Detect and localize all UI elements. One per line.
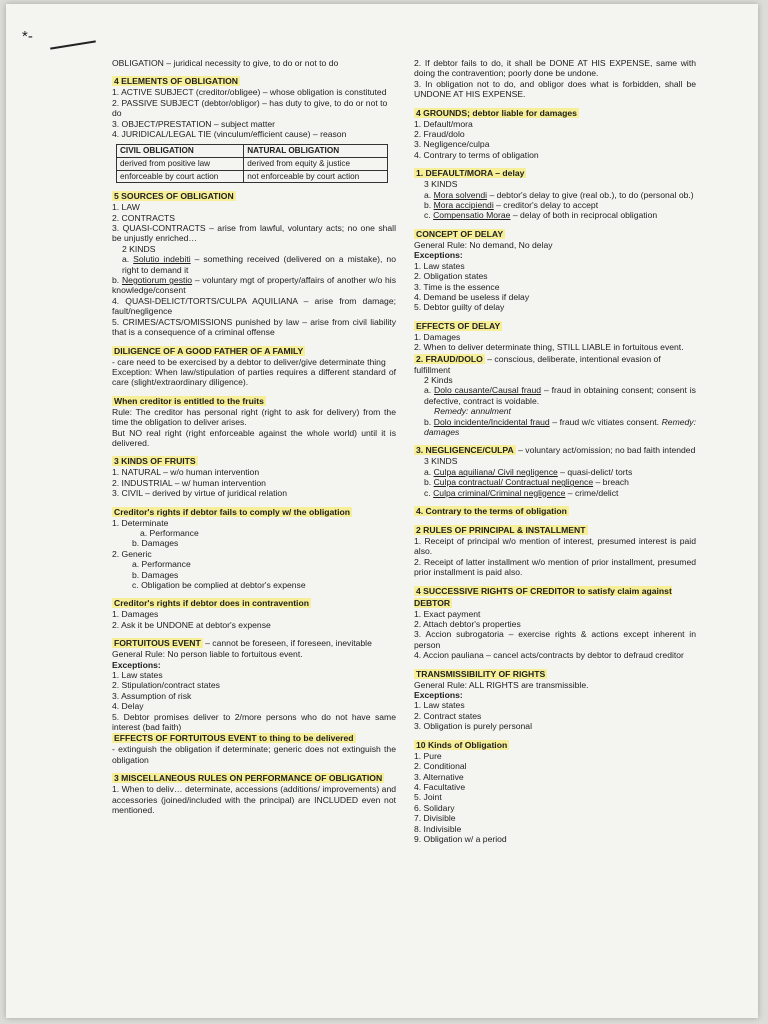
- item-text: – quasi-delict/ torts: [557, 466, 633, 477]
- civil-vs-natural-table: [116, 144, 388, 183]
- list-item: 2. When to deliver determinate thing, STILL LIABLE in fortuitous event.: [414, 342, 684, 353]
- table-header-row: [117, 145, 388, 158]
- item-text: – crime/delict: [565, 487, 619, 498]
- list-item: [414, 417, 696, 438]
- left-column: [112, 58, 396, 823]
- term: Culpa aquiliana/ Civil negligence: [433, 466, 558, 477]
- list-item: 9. Obligation w/ a period: [414, 833, 507, 844]
- list-item: 4. Facultative: [414, 781, 466, 792]
- default-section: [414, 167, 696, 221]
- section-heading: FORTUITOUS EVENT: [114, 638, 201, 649]
- list-item: 2 KINDS: [122, 243, 156, 254]
- list-item: 1. Law states: [112, 670, 163, 681]
- remedy-note: Remedy: annulment: [434, 406, 511, 417]
- list-item: 3. Time is the essence: [414, 281, 500, 292]
- section-heading: 3 KINDS OF FRUITS: [114, 456, 196, 467]
- list-item: 1. Damages: [112, 609, 159, 620]
- list-item: 5. CRIMES/ACTS/OMISSIONS punished by law – arise from civil liability that is a consequence of a criminal offense: [112, 316, 396, 338]
- section-heading: EFFECTS OF FORTUITOUS EVENT to thing to be delivered: [114, 733, 354, 744]
- list-item: 1. Pure: [414, 750, 442, 761]
- item-text: – creditor's delay to accept: [493, 200, 599, 211]
- list-item: 3. CIVIL – derived by virtue of juridical relation: [112, 488, 287, 499]
- section-heading: 4 GROUNDS; debtor liable for damages: [416, 107, 577, 118]
- list-item: 3. In obligation not to do, and obligor does what is forbidden, shall be UNDONE AT HIS EXPENSE.: [414, 78, 696, 100]
- item-prefix: a.: [424, 385, 435, 396]
- list-item: 4. Contrary to terms of obligation: [414, 149, 539, 160]
- transmissibility-section: [414, 668, 696, 732]
- list-item: 4. Demand be useless if delay: [414, 291, 530, 302]
- concept-delay-section: [414, 228, 696, 313]
- list-item: 4. JURIDICAL/LEGAL TIE (vinculum/efficient cause) – reason: [112, 129, 347, 140]
- term: Dolo causante/Causal fraud: [434, 385, 542, 396]
- list-item: 1. Determinate: [112, 517, 169, 528]
- section-heading: 3 MISCELLANEOUS RULES ON PERFORMANCE OF OBLIGATION: [114, 773, 383, 784]
- list-item: [414, 385, 696, 406]
- list-item: 2. Contract states: [414, 710, 482, 721]
- list-item: 3 KINDS: [424, 179, 458, 190]
- list-item: [414, 210, 696, 220]
- heading-continuation: – conscious, deliberate, intentional evasion of fulfillment: [414, 353, 661, 375]
- general-rule: General Rule: No demand, No delay: [414, 239, 553, 250]
- section-heading: 5 SOURCES OF OBLIGATION: [114, 191, 234, 202]
- list-item: 4. Delay: [112, 701, 144, 712]
- list-item: [414, 488, 696, 498]
- list-item: 5. Joint: [414, 792, 442, 803]
- term: Dolo incidente/Incidental fraud: [433, 416, 550, 427]
- table-header-cell: NATURAL OBLIGATION: [244, 145, 388, 158]
- section-heading: 4 SUCCESSIVE RIGHTS OF CREDITOR to satisfy claim against DEBTOR: [414, 585, 672, 608]
- list-item: 4. Accion pauliana – cancel acts/contracts by debtor to defraud creditor: [414, 650, 684, 661]
- obligation-definition: [112, 58, 396, 68]
- paragraph: Exception: When law/stipulation of parties requires a different standard of care (slight/extraordinary diligence).: [112, 366, 396, 388]
- table-cell: enforceable by court action: [117, 170, 244, 183]
- item-prefix: c.: [424, 210, 434, 221]
- list-item: 1. Damages: [414, 331, 461, 342]
- list-item: 2. Fraud/dolo: [414, 129, 465, 140]
- list-item: 2. Obligation states: [414, 271, 488, 282]
- heading-continuation: – voluntary act/omission; no bad faith intended: [515, 445, 696, 456]
- list-item: [414, 190, 696, 200]
- list-item: 1. When to deliv… determinate, accessions (additions/ improvements) and accessories (joined/included with the principal) are INCLUDED even not mentioned.: [112, 784, 396, 816]
- exceptions-label: Exceptions:: [414, 690, 463, 701]
- list-item: 3. Accion subrogatoria – exercise rights & actions except inherent in person: [414, 629, 696, 650]
- item-text: – something received (delivered on a mistake), no right to demand it: [122, 254, 396, 275]
- term: Negotiorum gestio: [121, 275, 193, 286]
- paragraph: Rule: The creditor has personal right (right to ask for delivery) from the time the obligation to deliver arises.: [112, 406, 396, 428]
- effects-delay-section: [414, 320, 696, 438]
- list-item: [414, 477, 696, 487]
- table-cell: not enforceable by court action: [244, 170, 388, 183]
- item-prefix: b.: [424, 200, 434, 211]
- section-heading: 1. DEFAULT/MORA – delay: [416, 168, 525, 179]
- term: Solutio indebiti: [133, 254, 191, 265]
- list-item: 7. Divisible: [414, 813, 456, 824]
- item-text: – fraud in obtaining consent; consent is defective, contract is voidable.: [424, 385, 696, 406]
- table-cell: derived from positive law: [117, 158, 244, 171]
- table-cell: derived from equity & justice: [244, 158, 388, 171]
- item-prefix: c.: [424, 487, 434, 498]
- list-item: 3. Assumption of risk: [112, 690, 192, 701]
- item-prefix: a.: [424, 189, 434, 200]
- term: Culpa contractual/ Contractual negligence: [433, 477, 594, 488]
- paragraph: - care need to be exercised by a debtor to deliver/give determinate thing: [112, 356, 386, 367]
- item-text: – breach: [593, 477, 629, 488]
- definition-line: OBLIGATION – juridical necessity to give, to do or not to do: [112, 58, 339, 68]
- list-item: 5. Debtor guilty of delay: [414, 302, 505, 313]
- item-text: – fraud w/c vitiates consent.: [549, 416, 662, 427]
- term: Compensatio Morae: [433, 210, 511, 221]
- misc-rules-section: [112, 772, 396, 815]
- section-heading: 4. Contrary to the terms of obligation: [416, 506, 567, 516]
- list-item: 1. NATURAL – w/o human intervention: [112, 467, 260, 478]
- section-heading: 4 ELEMENTS OF OBLIGATION: [114, 76, 238, 87]
- contrary-section: [414, 505, 696, 517]
- list-item: 3. Obligation is purely personal: [414, 721, 532, 732]
- list-item: [414, 200, 696, 210]
- pen-stroke: [50, 40, 96, 49]
- fruits-entitled-section: [112, 395, 396, 449]
- list-item: 1. Default/mora: [414, 118, 473, 129]
- section-heading: EFFECTS OF DELAY: [416, 320, 501, 331]
- fruits-kinds-section: [112, 455, 396, 498]
- section-heading: TRANSMISSIBILITY OF RIGHTS: [416, 668, 546, 679]
- list-item: 1. LAW: [112, 202, 140, 213]
- list-item: 8. Indivisible: [414, 823, 462, 834]
- list-item: b. Damages: [132, 569, 179, 580]
- item-prefix: a.: [122, 254, 134, 265]
- list-item: 2. INDUSTRIAL – w/ human intervention: [112, 477, 266, 488]
- item-text: – voluntary mgt of property/affairs of another w/o his knowledge/consent: [112, 275, 396, 296]
- right-column: [414, 58, 696, 851]
- list-item: 1. Exact payment: [414, 608, 481, 619]
- fortuitous-heading-line: [112, 638, 372, 648]
- section-heading: 3. NEGLIGENCE/CULPA: [416, 445, 514, 456]
- list-item: 2. PASSIVE SUBJECT (debtor/obligor) – has duty to give, to do or not to do: [112, 97, 388, 119]
- list-item: a. Performance: [132, 559, 191, 570]
- fortuitous-section: [112, 637, 396, 765]
- list-item: 2. Ask it be UNDONE at debtor's expense: [112, 619, 271, 630]
- section-heading: 10 Kinds of Obligation: [416, 739, 508, 750]
- item-prefix: a.: [424, 466, 434, 477]
- exceptions-label: Exceptions:: [112, 659, 161, 670]
- list-item: 2 Kinds: [424, 374, 453, 385]
- general-rule: General Rule: No person liable to fortuitous event.: [112, 649, 303, 660]
- kinds-section: [414, 739, 696, 845]
- list-item: 1. Law states: [414, 700, 465, 711]
- list-item: 2. Generic: [112, 548, 152, 559]
- pen-scribble-mark: *-: [22, 28, 33, 45]
- notes-page: [6, 4, 758, 1018]
- grounds-section: [414, 107, 696, 161]
- section-heading: 2. FRAUD/DOLO: [416, 353, 483, 364]
- section-heading: When creditor is entitled to the fruits: [114, 395, 264, 406]
- elements-section: [112, 75, 396, 183]
- rights-contravention-section: [112, 597, 396, 630]
- list-item: 1. ACTIVE SUBJECT (creditor/obligee) – whose obligation is constituted: [112, 87, 387, 98]
- section-heading: Creditor's rights if debtor does in contravention: [114, 598, 309, 609]
- list-item: 3. OBJECT/PRESTATION – subject matter: [112, 118, 276, 129]
- list-item: 3. QUASI-CONTRACTS – arise from lawful, voluntary acts; no one shall be unjustly enriched…: [112, 223, 396, 244]
- list-item: 3. Alternative: [414, 771, 464, 782]
- section-heading: Creditor's rights if debtor fails to comply w/ the obligation: [114, 506, 350, 517]
- fraud-heading-line: [414, 354, 661, 375]
- diligence-section: [112, 345, 396, 388]
- list-item: 5. Debtor promises deliver to 2/more persons who do not have same interest (bad faith): [112, 711, 396, 733]
- list-item: a. Performance: [140, 527, 199, 538]
- list-item: 6. Solidary: [414, 802, 455, 813]
- list-item: b. Damages: [132, 538, 179, 549]
- negligence-heading-line: [414, 445, 695, 455]
- list-item: [112, 275, 396, 296]
- paragraph: But NO real right (right enforceable against the whole world) until it is delivered.: [112, 427, 396, 448]
- list-item: 1. Receipt of principal w/o mention of interest, presumed interest is paid also.: [414, 536, 696, 557]
- heading-continuation: – cannot be foreseen, if foreseen, inevitable: [202, 638, 372, 649]
- list-item: 2. Conditional: [414, 761, 467, 772]
- list-item: 2. Attach debtor's properties: [414, 619, 521, 630]
- list-item: 2. Receipt of latter installment w/o mention of prior installment, presumed prior installment is paid also.: [414, 556, 696, 578]
- remedy-note: Remedy: damages: [424, 416, 696, 437]
- paragraph: - extinguish the obligation if determinate; generic does not extinguish the obligation: [112, 744, 396, 765]
- rights-fail-section: [112, 506, 396, 591]
- section-heading: DILIGENCE OF A GOOD FATHER OF A FAMILY: [114, 345, 304, 356]
- table-row: [117, 158, 388, 171]
- item-text: – debtor's delay to give (real ob.), to do (personal ob.): [487, 189, 694, 200]
- table-row: [117, 170, 388, 183]
- list-item: 3 KINDS: [424, 456, 458, 467]
- list-item: 2. Stipulation/contract states: [112, 680, 220, 691]
- item-prefix: b.: [112, 275, 122, 286]
- list-item: 4. QUASI-DELICT/TORTS/CULPA AQUILIANA – arise from damage; fault/negligence: [112, 295, 396, 317]
- general-rule: General Rule: ALL RIGHTS are transmissible.: [414, 679, 589, 690]
- list-item: c. Obligation be complied at debtor's expense: [132, 580, 306, 590]
- list-item: 3. Negligence/culpa: [414, 139, 490, 150]
- negligence-section: [414, 444, 696, 498]
- term: Mora accipiendi: [433, 200, 494, 211]
- sources-section: [112, 190, 396, 337]
- list-item: 2. If debtor fails to do, it shall be DONE AT HIS EXPENSE, same with doing the contravention; poorly done be undone.: [414, 58, 696, 79]
- item-text: – delay of both in reciprocal obligation: [510, 210, 658, 221]
- misc-rules-continued: [414, 58, 696, 100]
- list-item: 1. Law states: [414, 260, 465, 271]
- table-header-cell: CIVIL OBLIGATION: [117, 145, 244, 158]
- section-heading: 2 RULES OF PRINCIPAL & INSTALLMENT: [416, 525, 586, 535]
- item-prefix: b.: [424, 477, 434, 488]
- list-item: [112, 254, 396, 275]
- exceptions-label: Exceptions:: [414, 250, 463, 261]
- term: Culpa criminal/Criminal negligence: [433, 487, 566, 498]
- list-item: [414, 467, 696, 477]
- successive-rights-section: [414, 585, 696, 661]
- section-heading: CONCEPT OF DELAY: [416, 228, 504, 239]
- list-item: 2. CONTRACTS: [112, 212, 176, 223]
- term: Mora solvendi: [433, 189, 488, 200]
- item-prefix: b.: [424, 416, 434, 427]
- installment-rules-section: [414, 524, 696, 578]
